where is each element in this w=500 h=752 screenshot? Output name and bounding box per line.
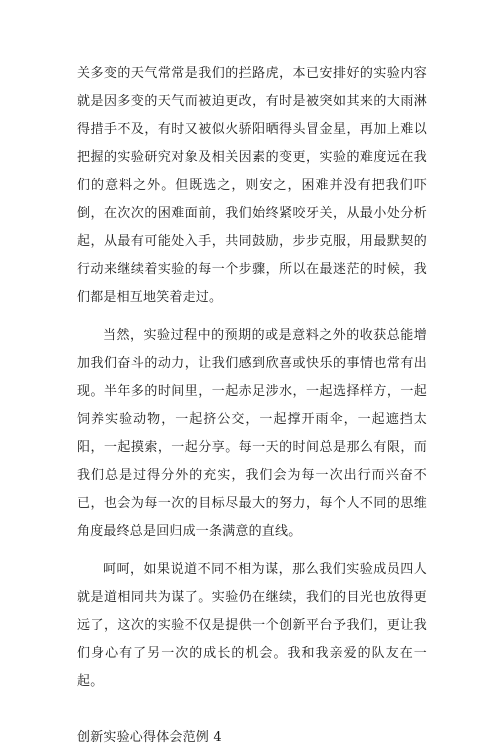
document-body xyxy=(77,60,427,752)
paragraph-team: 呵呵，如果说道不同不相为谋，那么我们实验成员四人就是道相同共为谋了。实验仍在继续，我们的目光也放得更远了，这次的实验不仅是提供一个创新平台予我们，更让我们身心有了另一次的成长的机会。我和我亲爱的队友在一起。 xyxy=(77,562,427,689)
section-heading: 创新实验心得体会范例 4 xyxy=(77,730,222,745)
paragraph-continuation: 关多变的天气常常是我们的拦路虎，本已安排好的实验内容就是因多变的天气而被迫更改，有时是被突如其来的大雨淋得措手不及，有时又被似火骄阳晒得头冒金星，再加上难以把握的实验研究对象及相关因素的变更，实验的难度远在我们的意料之外。但既选之，则安之，困难并没有把我们吓倒，在次次的困难面前，我们始终紧咬牙关，从最小处分析起，从最有可能处入手，共同鼓励，步步克服，用最默契的行动来继续着实验的每一个步骤，所以在最迷茫的时候，我们都是相互地笑着走过。 xyxy=(77,66,427,305)
paragraph-gains: 当然，实验过程中的预期的或是意料之外的收获总能增加我们奋斗的动力，让我们感到欣喜或快乐的事情也常有出现。半年多的时间里，一起赤足涉水，一起选择样方，一起饲养实验动物，一起挤公交，一起撑开雨伞，一起遮挡太阳，一起摸索，一起分享。每一天的时间总是那么有限，而我们总是过得分外的充实，我们会为每一次出行而兴奋不已，也会为每一次的目标尽最大的努力，每个人不同的思维角度最终总是回归成一条满意的直线。 xyxy=(77,328,427,539)
